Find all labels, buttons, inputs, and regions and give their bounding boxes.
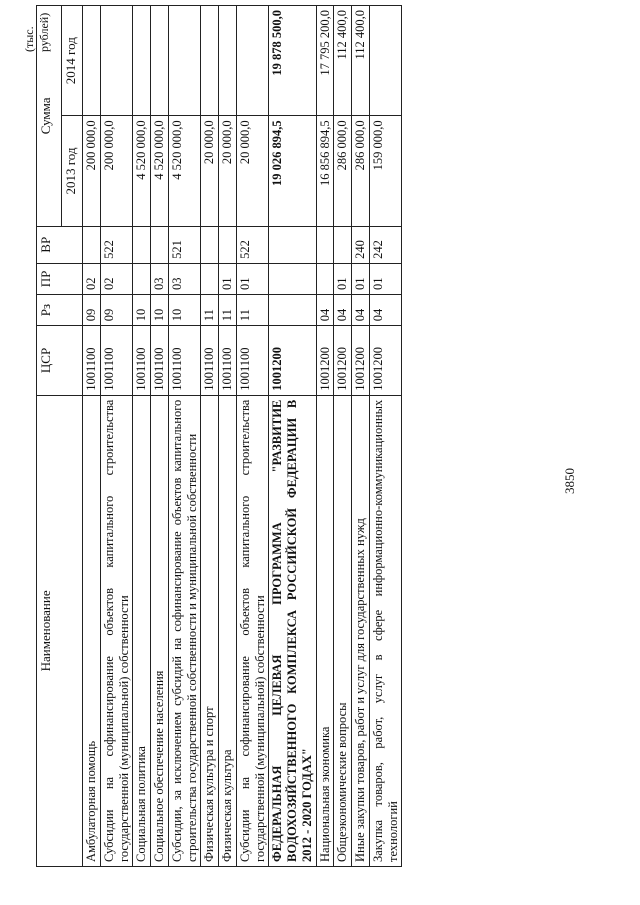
cell-csr: 1001100 (100, 326, 133, 396)
cell-name: Физическая культура (219, 395, 237, 866)
cell-vr (334, 226, 352, 263)
col-header-2013: 2013 год (62, 116, 83, 226)
cell-name: Социальное обеспечение населения (151, 395, 169, 866)
cell-2013: 159 000,0 (369, 116, 402, 226)
cell-vr: 522 (100, 226, 133, 263)
col-header-2014: 2014 год (62, 6, 83, 116)
cell-2014 (236, 6, 269, 116)
cell-csr: 1001100 (201, 326, 219, 396)
cell-2013: 16 856 894,5 (316, 116, 334, 226)
cell-csr: 1001100 (83, 326, 101, 396)
cell-csr: 1001200 (369, 326, 402, 396)
cell-name: Субсидии на софинансирование объектов капитального строительства государственной (муниципальной) собственности (100, 395, 133, 866)
col-header-pr: ПР (37, 263, 83, 294)
cell-pr (316, 263, 334, 294)
cell-2013: 4 520 000,0 (168, 116, 201, 226)
cell-2013: 20 000,0 (201, 116, 219, 226)
cell-2014: 17 795 200,0 (316, 6, 334, 116)
cell-2013: 4 520 000,0 (133, 116, 151, 226)
table-row (334, 6, 352, 867)
table-row (151, 6, 169, 867)
cell-rz: 11 (236, 295, 269, 326)
cell-vr: 240 (352, 226, 370, 263)
cell-rz: 10 (151, 295, 169, 326)
cell-csr: 1001200 (269, 326, 316, 396)
cell-pr: 01 (219, 263, 237, 294)
cell-vr (316, 226, 334, 263)
cell-2013: 286 000,0 (334, 116, 352, 226)
cell-vr (219, 226, 237, 263)
cell-csr: 1001200 (316, 326, 334, 396)
cell-pr (201, 263, 219, 294)
cell-name: Общеэкономические вопросы (334, 395, 352, 866)
cell-name: Амбулаторная помощь (83, 395, 101, 866)
table-row (236, 6, 269, 867)
cell-rz: 11 (201, 295, 219, 326)
cell-vr (201, 226, 219, 263)
cell-pr: 01 (352, 263, 370, 294)
cell-csr: 1001200 (352, 326, 370, 396)
cell-name: Закупка товаров, работ, услуг в сфере информационно-коммуникационных технологий (369, 395, 402, 866)
cell-name: ФЕДЕРАЛЬНАЯ ЦЕЛЕВАЯ ПРОГРАММА "РАЗВИТИЕ ВОДОХОЗЯЙСТВЕННОГО КОМПЛЕКСА РОССИЙСКОЙ ФЕДЕРАЦИИ В 2012 - 2020 ГОДАХ" (269, 395, 316, 866)
cell-pr: 01 (236, 263, 269, 294)
cell-2014 (168, 6, 201, 116)
cell-2013: 20 000,0 (219, 116, 237, 226)
cell-csr: 1001100 (133, 326, 151, 396)
cell-csr: 1001100 (219, 326, 237, 396)
cell-2014 (201, 6, 219, 116)
cell-pr: 03 (168, 263, 201, 294)
cell-2014: 112 400,0 (352, 6, 370, 116)
cell-pr: 01 (334, 263, 352, 294)
cell-2013: 20 000,0 (236, 116, 269, 226)
cell-rz: 04 (352, 295, 370, 326)
cell-rz: 11 (219, 295, 237, 326)
table-row (352, 6, 370, 867)
units-label: (тыс. рублей) (22, 12, 51, 52)
cell-2014 (151, 6, 169, 116)
cell-pr (133, 263, 151, 294)
table-row (133, 6, 151, 867)
cell-2013: 200 000,0 (100, 116, 133, 226)
cell-vr: 522 (236, 226, 269, 263)
cell-name: Физическая культура и спорт (201, 395, 219, 866)
cell-csr: 1001100 (151, 326, 169, 396)
col-header-vr: ВР (37, 226, 83, 263)
cell-vr: 242 (369, 226, 402, 263)
col-header-rz: Рз (37, 295, 83, 326)
cell-csr: 1001100 (168, 326, 201, 396)
cell-vr (83, 226, 101, 263)
cell-vr: 521 (168, 226, 201, 263)
table-row (316, 6, 334, 867)
cell-pr: 03 (151, 263, 169, 294)
cell-csr: 1001200 (334, 326, 352, 396)
cell-2014 (100, 6, 133, 116)
cell-name: Национальная экономика (316, 395, 334, 866)
cell-rz: 09 (100, 295, 133, 326)
table-row (168, 6, 201, 867)
budget-table (36, 5, 402, 867)
cell-2014 (83, 6, 101, 116)
cell-2014 (369, 6, 402, 116)
cell-rz: 04 (334, 295, 352, 326)
cell-rz (269, 295, 316, 326)
cell-2014: 19 878 500,0 (269, 6, 316, 116)
cell-pr: 01 (369, 263, 402, 294)
cell-name: Иные закупки товаров, работ и услуг для государственных нужд (352, 395, 370, 866)
cell-rz: 09 (83, 295, 101, 326)
table-body (83, 6, 402, 867)
cell-vr (133, 226, 151, 263)
cell-pr: 02 (100, 263, 133, 294)
cell-rz: 10 (133, 295, 151, 326)
cell-2013: 286 000,0 (352, 116, 370, 226)
table-row (83, 6, 101, 867)
cell-rz: 04 (316, 295, 334, 326)
cell-name: Субсидии, за исключением субсидий на софинансирование объектов капитального строительства государственной собственности и муниципальной собственности (168, 395, 201, 866)
cell-rz: 10 (168, 295, 201, 326)
cell-2014 (219, 6, 237, 116)
cell-2014: 112 400,0 (334, 6, 352, 116)
cell-vr (269, 226, 316, 263)
cell-rz: 04 (369, 295, 402, 326)
col-header-sum: Сумма (37, 6, 62, 227)
page-number: 3850 (562, 468, 577, 494)
table-row (269, 6, 316, 867)
cell-name: Социальная политика (133, 395, 151, 866)
cell-2013: 200 000,0 (83, 116, 101, 226)
table-row (369, 6, 402, 867)
cell-csr: 1001100 (236, 326, 269, 396)
table-row (100, 6, 133, 867)
cell-vr (151, 226, 169, 263)
cell-2013: 19 026 894,5 (269, 116, 316, 226)
cell-2013: 4 520 000,0 (151, 116, 169, 226)
col-header-csr: ЦСР (37, 326, 83, 396)
cell-name: Субсидии на софинансирование объектов капитального строительства государственной (муниципальной) собственности (236, 395, 269, 866)
table-row (219, 6, 237, 867)
cell-2014 (133, 6, 151, 116)
cell-pr: 02 (83, 263, 101, 294)
cell-pr (269, 263, 316, 294)
col-header-name: Наименование (37, 395, 83, 866)
table-row (201, 6, 219, 867)
